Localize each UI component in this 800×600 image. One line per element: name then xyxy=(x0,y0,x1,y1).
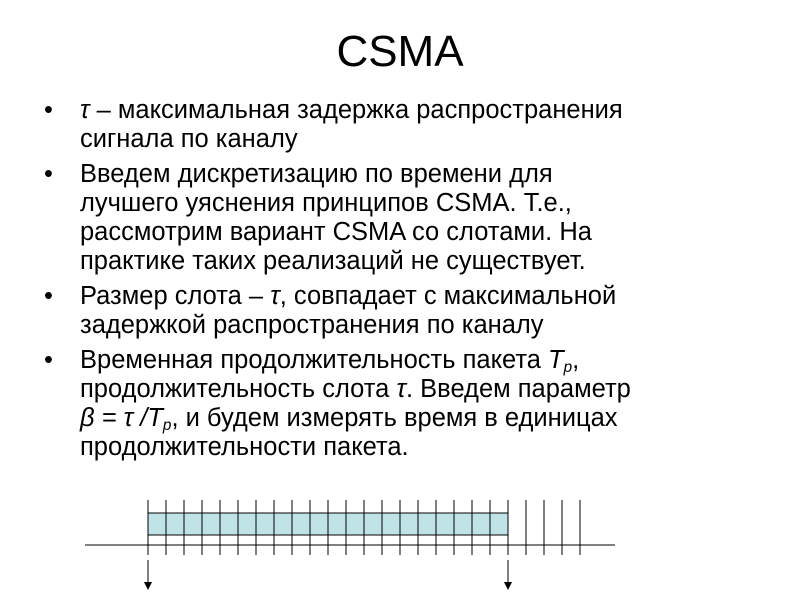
bullet-marker: • xyxy=(44,282,53,310)
bullet-line xyxy=(80,346,760,375)
bullet-line xyxy=(80,404,760,433)
subscript-p: p xyxy=(162,416,172,434)
tau-symbol: τ xyxy=(396,375,406,403)
bullet-line xyxy=(80,375,760,404)
bullet-text: продолжительность слота xyxy=(80,375,397,403)
down-arrow xyxy=(504,560,512,590)
bullet-text: , и будем измерять время в единицах xyxy=(171,404,618,432)
bullet-line: лучшего уяснения принципов CSMA. Т.е., xyxy=(80,189,572,217)
down-arrow xyxy=(144,560,152,590)
bullet-item xyxy=(40,160,760,276)
beta-formula: β = τ /T xyxy=(80,404,163,432)
bullet-text: Размер слота – xyxy=(80,282,271,310)
tau-symbol: τ xyxy=(80,96,90,124)
bullet-line: продолжительности пакета. xyxy=(80,433,409,461)
bullet-text: – максимальная задержка распространения xyxy=(89,96,623,124)
bullet-marker: • xyxy=(44,96,53,124)
tau-symbol: τ xyxy=(270,282,280,310)
bullet-list xyxy=(40,96,760,468)
bullet-text: , совпадает с максимальной xyxy=(279,282,617,310)
slot-timeline-diagram xyxy=(0,490,800,600)
bullet-item xyxy=(40,96,760,154)
subscript-p: p xyxy=(563,358,573,376)
bullet-marker: • xyxy=(44,160,53,188)
bullet-line: задержкой распространения по каналу xyxy=(80,311,544,339)
bullet-text: . Введем параметр xyxy=(406,375,631,403)
bullet-text: , xyxy=(572,346,580,374)
bullet-text: Временная продолжительность пакета xyxy=(80,346,549,374)
bullet-item xyxy=(40,282,760,340)
bullet-line: Введем дискретизацию по времени для xyxy=(80,160,553,188)
bullet-item xyxy=(40,346,760,462)
bullet-line: сигнала по каналу xyxy=(80,125,298,153)
slide-title: CSMA xyxy=(336,27,464,76)
bullet-marker: • xyxy=(44,346,53,374)
bullet-line: практике таких реализаций не существует. xyxy=(80,247,586,275)
bullet-line xyxy=(80,96,760,125)
bullet-line: рассмотрим вариант CSMA со слотами. На xyxy=(80,218,592,246)
bullet-line xyxy=(80,282,760,311)
packet-duration-symbol: T xyxy=(548,346,564,374)
